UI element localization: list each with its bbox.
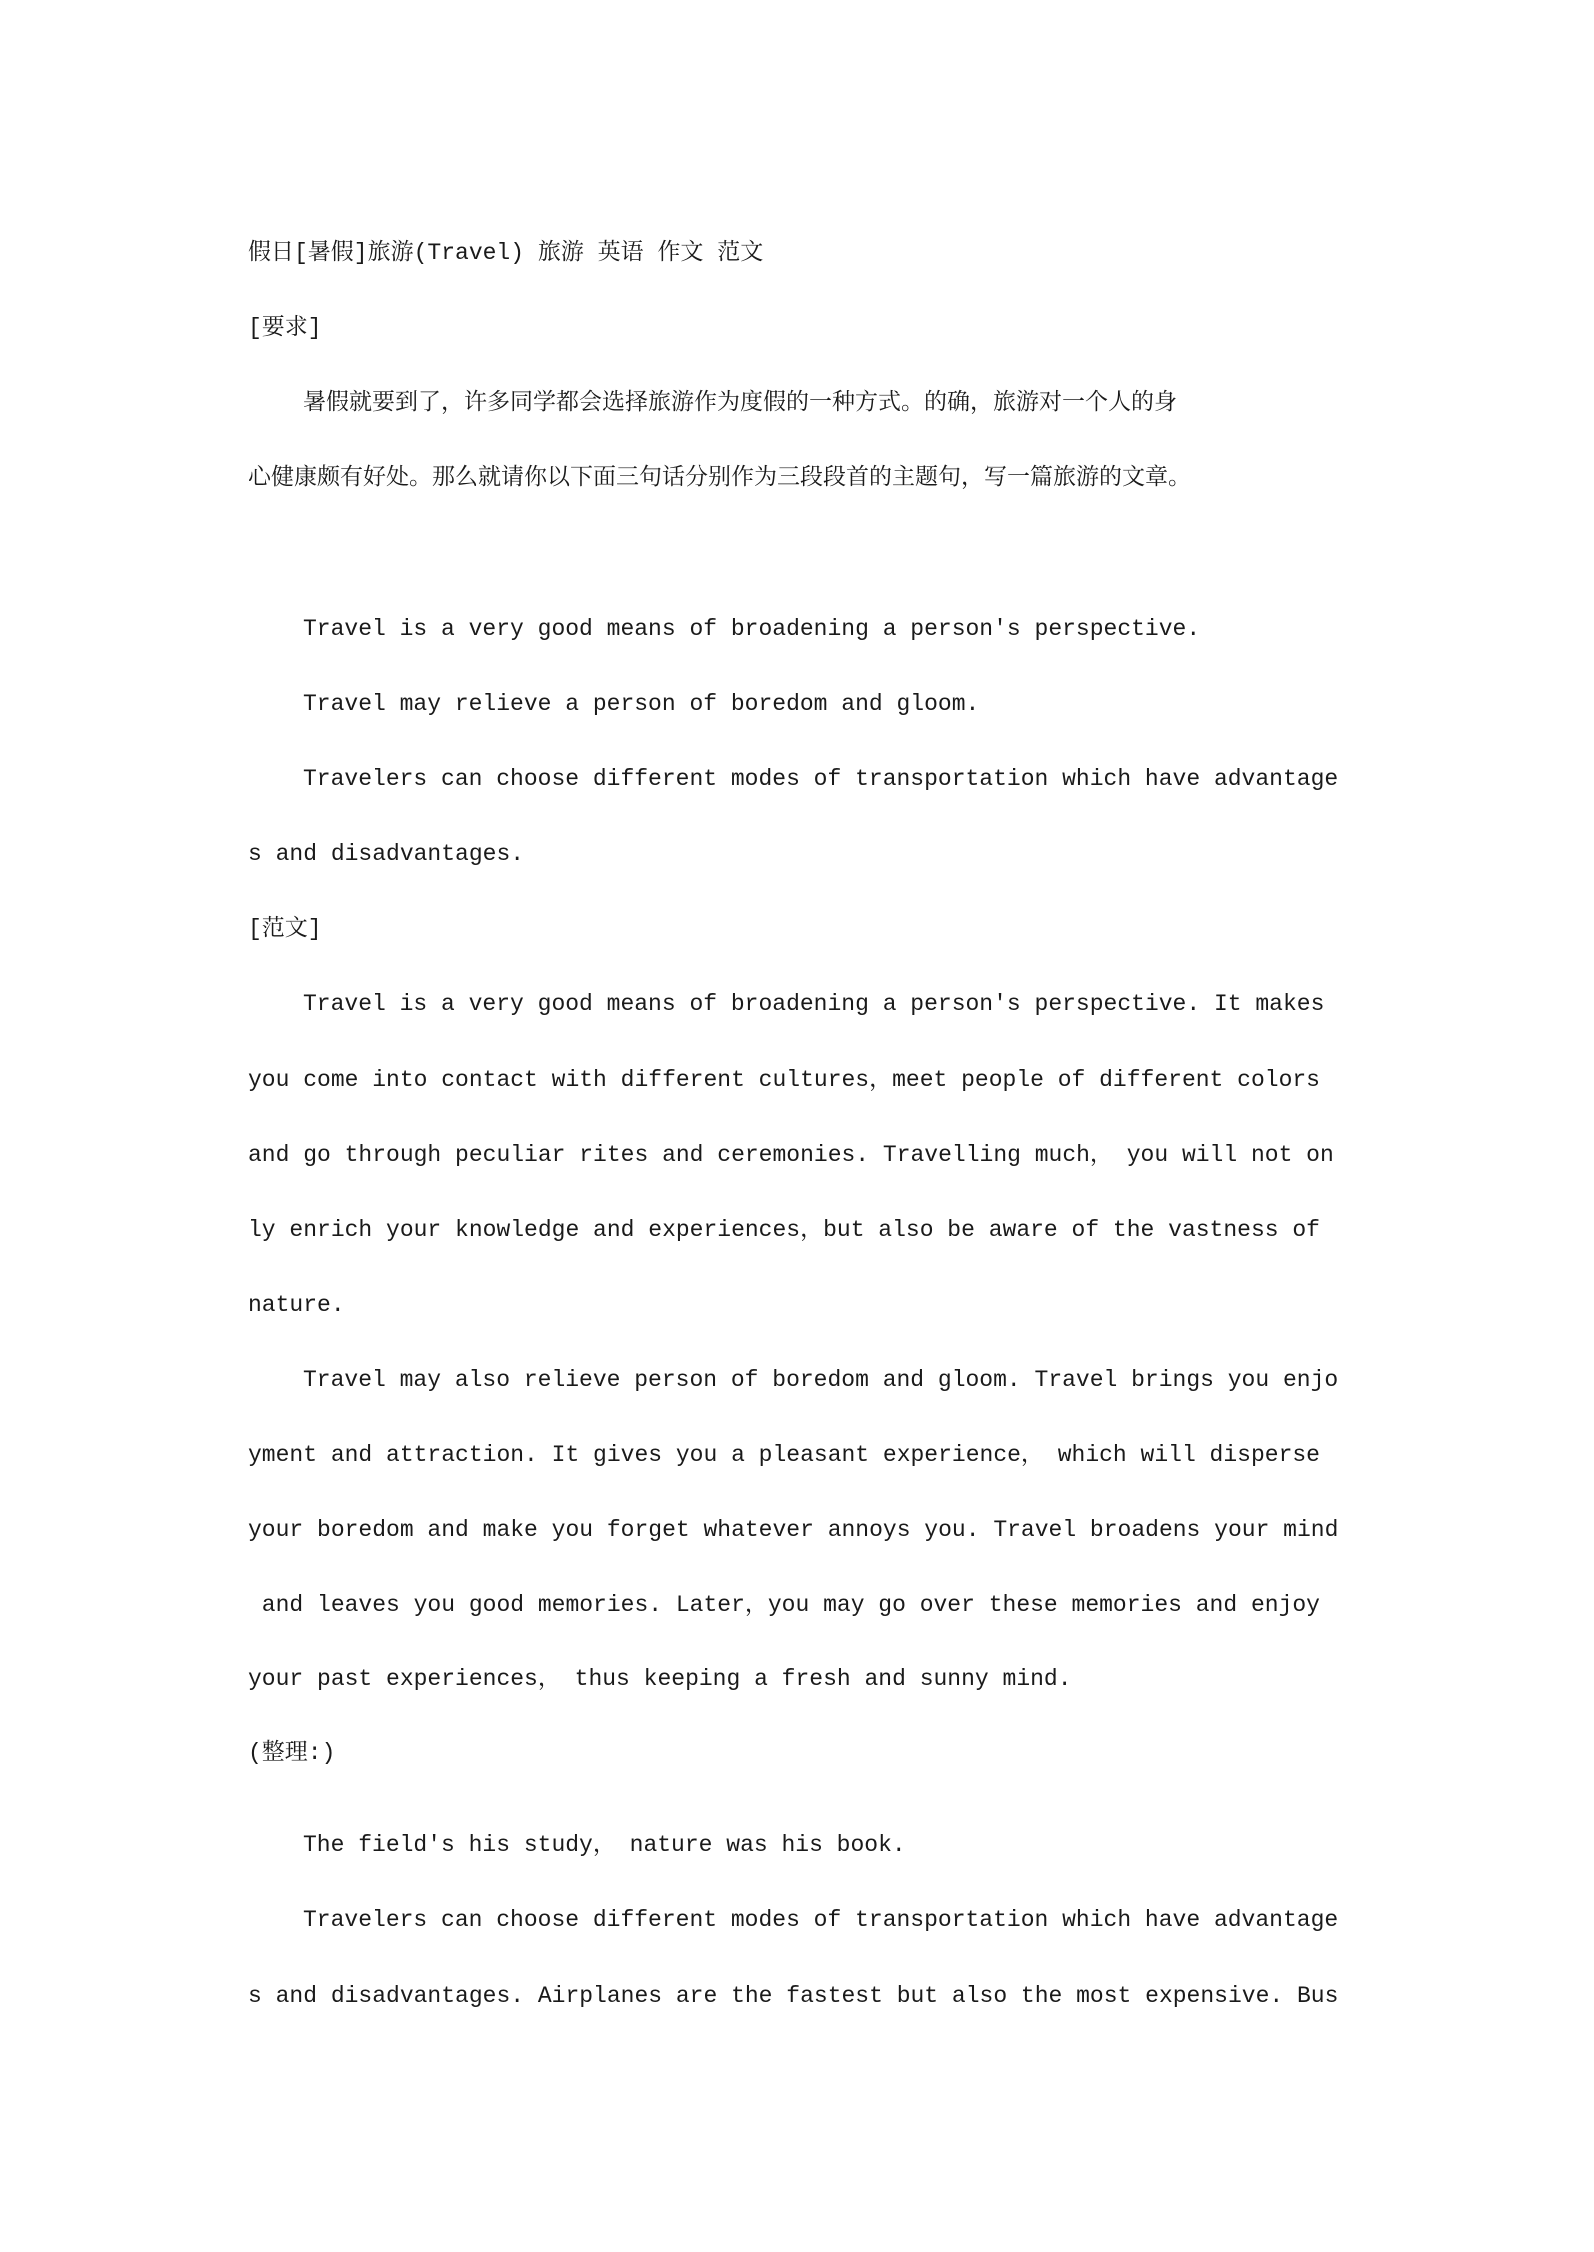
requirement-heading: [要求] [248, 315, 322, 341]
sample-para2-line: and leaves you good memories. Later，you may go over these memories and enjoy [248, 1592, 1320, 1618]
sample-para2-line: yment and attraction. It gives you a pleasant experience， which will disperse [248, 1442, 1320, 1468]
sample-para1-line: and go through peculiar rites and ceremonies. Travelling much， you will not on [248, 1142, 1334, 1168]
sample-heading: [范文] [248, 916, 322, 942]
topic-line: Travel is a very good means of broadening a person's perspective. [303, 616, 1201, 642]
requirement-line: 暑假就要到了，许多同学都会选择旅游作为度假的一种方式。的确，旅游对一个人的身 [303, 390, 1177, 416]
sample-para3-line: s and disadvantages. Airplanes are the fastest but also the most expensive. Bus [248, 1983, 1339, 2009]
document-title: 假日[暑假]旅游(Travel) 旅游 英语 作文 范文 [248, 240, 764, 266]
sample-para1-line: ly enrich your knowledge and experiences，but also be aware of the vastness of [248, 1217, 1320, 1243]
sample-para1-line: nature. [248, 1292, 345, 1318]
sample-para1-line: you come into contact with different cultures，meet people of different colors [248, 1067, 1320, 1093]
sample-para2-line: Travel may also relieve person of boredom and gloom. Travel brings you enjo [303, 1367, 1339, 1393]
sample-para3-line: Travelers can choose different modes of transportation which have advantage [303, 1907, 1339, 1933]
note-label: (整理:) [248, 1740, 336, 1766]
sample-para2-line: your past experiences， thus keeping a fresh and sunny mind. [248, 1666, 1072, 1692]
topic-line: s and disadvantages. [248, 841, 525, 867]
topic-line: Travel may relieve a person of boredom and gloom. [303, 691, 980, 717]
sample-para2-line: your boredom and make you forget whatever annoys you. Travel broadens your mind [248, 1517, 1339, 1543]
quote-line: The field's his study， nature was his book. [303, 1832, 906, 1858]
topic-line: Travelers can choose different modes of transportation which have advantage [303, 766, 1339, 792]
sample-para1-line: Travel is a very good means of broadening a person's perspective. It makes [303, 991, 1325, 1017]
requirement-line: 心健康颇有好处。那么就请你以下面三句话分别作为三段段首的主题句，写一篇旅游的文章。 [248, 465, 1191, 491]
